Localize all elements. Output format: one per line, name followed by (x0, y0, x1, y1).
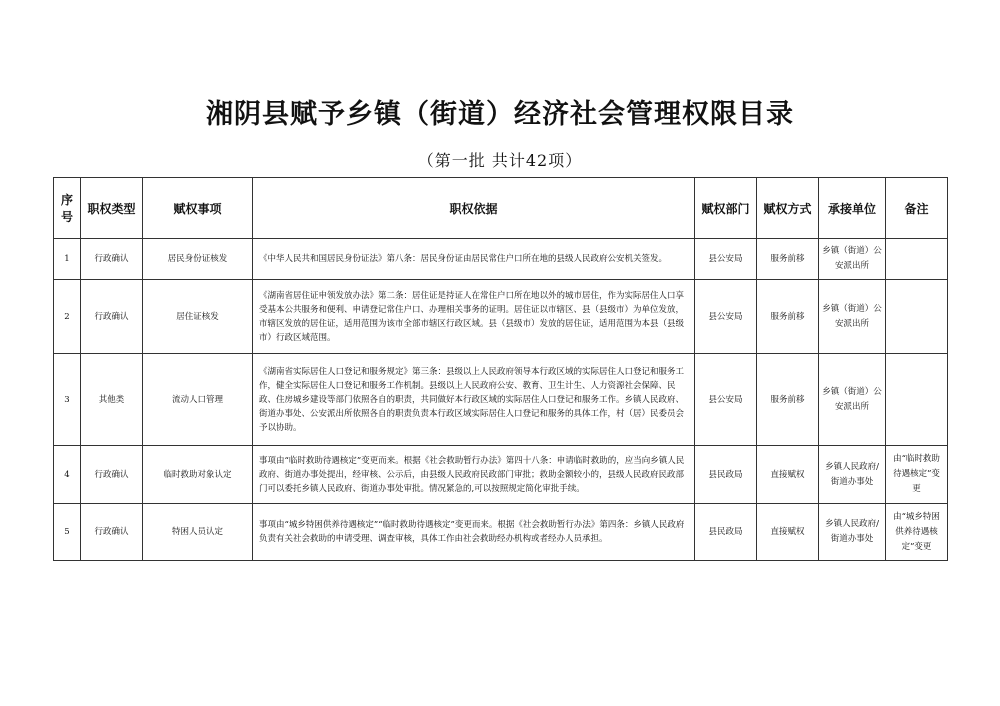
row-dept: 县民政局 (695, 446, 757, 504)
row-dept: 县民政局 (695, 504, 757, 561)
row-unit: 乡镇（街道）公安派出所 (819, 280, 886, 354)
row-type: 行政确认 (81, 280, 143, 354)
row-dept: 县公安局 (695, 354, 757, 446)
row-no: 5 (54, 504, 81, 561)
row-basis: 《湖南省居住证申领发放办法》第二条：居住证是持证人在常住户口所在地以外的城市居住，作为实际居住人口享受基本公共服务和便利、申请登记常住户口、办理相关事务的证明。居住证以市辖区、县（县级市）为单位发放，市辖区发放的居住证，适用范围为该市全部市辖区行政区域。县（县级市）发放的居住证，适用范围为本县（县级市）行政区域范围。 (253, 280, 695, 354)
row-basis: 《湖南省实际居住人口登记和服务规定》第三条：县级以上人民政府领导本行政区域的实际居住人口登记和服务工作，健全实际居住人口登记和服务工作机制。县级以上人民政府公安、教育、卫生计生、人力资源社会保障、民政、住房城乡建设等部门依照各自的职责，共同做好本行政区域的实际居住人口登记和服务工作。乡镇人民政府、街道办事处、公安派出所依照各自的职责负责本行政区域实际居住人口登记和服务的具体工作，村（居）民委员会予以协助。 (253, 354, 695, 446)
header-item: 赋权事项 (143, 178, 253, 239)
row-method: 直接赋权 (757, 504, 819, 561)
row-remark: 由“临时救助待遇核定”变更 (886, 446, 948, 504)
row-unit: 乡镇（街道）公安派出所 (819, 239, 886, 280)
header-method: 赋权方式 (757, 178, 819, 239)
row-type: 行政确认 (81, 504, 143, 561)
row-item: 特困人员认定 (143, 504, 253, 561)
row-method: 服务前移 (757, 354, 819, 446)
table-row (54, 239, 948, 280)
header-remark: 备注 (886, 178, 948, 239)
row-type: 行政确认 (81, 239, 143, 280)
header-type: 职权类型 (81, 178, 143, 239)
row-dept: 县公安局 (695, 239, 757, 280)
row-dept: 县公安局 (695, 280, 757, 354)
row-remark (886, 239, 948, 280)
row-remark (886, 280, 948, 354)
row-method: 服务前移 (757, 280, 819, 354)
row-unit: 乡镇（街道）公安派出所 (819, 354, 886, 446)
row-unit: 乡镇人民政府/街道办事处 (819, 504, 886, 561)
header-no: 序号 (54, 178, 81, 239)
row-remark (886, 354, 948, 446)
row-remark: 由“城乡特困供养待遇核定”变更 (886, 504, 948, 561)
document-title: 湘阴县赋予乡镇（街道）经济社会管理权限目录 (206, 99, 794, 130)
row-item: 居住证核发 (143, 280, 253, 354)
row-method: 服务前移 (757, 239, 819, 280)
header-dept: 赋权部门 (695, 178, 757, 239)
row-item: 居民身份证核发 (143, 239, 253, 280)
row-basis: 事项由“城乡特困供养待遇核定”“临时救助待遇核定”变更而来。根据《社会救助暂行办法》第四条：乡镇人民政府负责有关社会救助的申请受理、调查审核，具体工作由社会救助经办机构或者经办人员承担。 (253, 504, 695, 561)
header-unit: 承接单位 (819, 178, 886, 239)
row-item: 临时救助对象认定 (143, 446, 253, 504)
row-basis: 《中华人民共和国居民身份证法》第八条：居民身份证由居民常住户口所在地的县级人民政府公安机关签发。 (253, 239, 695, 280)
table-row (54, 446, 948, 504)
header-basis: 职权依据 (253, 178, 695, 239)
row-no: 1 (54, 239, 81, 280)
row-type: 其他类 (81, 354, 143, 446)
table-row (54, 280, 948, 354)
authority-table (53, 177, 948, 561)
row-item: 流动人口管理 (143, 354, 253, 446)
row-no: 2 (54, 280, 81, 354)
document-subtitle: （第一批 共计42项） (417, 151, 583, 170)
row-method: 直接赋权 (757, 446, 819, 504)
table-header-row (54, 178, 948, 239)
row-basis: 事项由“临时救助待遇核定”变更而来。根据《社会救助暂行办法》第四十八条：申请临时救助的，应当向乡镇人民政府、街道办事处提出，经审核、公示后，由县级人民政府民政部门审批；救助金额较小的，县级人民政府民政部门可以委托乡镇人民政府、街道办事处审批。情况紧急的,可以按照规定简化审批手续。 (253, 446, 695, 504)
table-row (54, 504, 948, 561)
row-no: 3 (54, 354, 81, 446)
table-row (54, 354, 948, 446)
row-type: 行政确认 (81, 446, 143, 504)
row-no: 4 (54, 446, 81, 504)
row-unit: 乡镇人民政府/街道办事处 (819, 446, 886, 504)
